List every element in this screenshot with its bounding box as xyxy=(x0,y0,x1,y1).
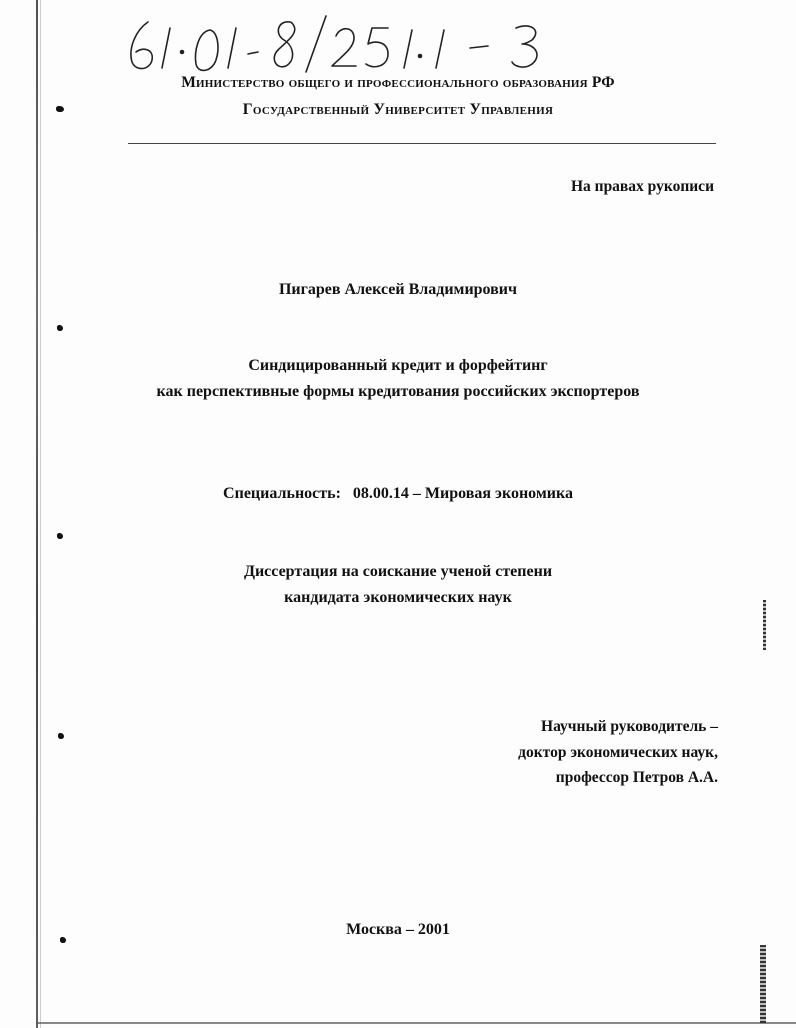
advisor-label: Научный руководитель – xyxy=(541,718,718,735)
dissertation-degree-line-1: Диссертация на соискание ученой степени xyxy=(243,563,553,580)
university-heading: Государственный Университет Управления xyxy=(242,101,554,118)
author-name: Пигарев Алексей Владимирович xyxy=(278,281,518,298)
manuscript-note: На правах рукописи xyxy=(570,178,714,195)
header-divider xyxy=(128,143,716,144)
ministry-heading: Министерство общего и профессионального образования РФ xyxy=(181,74,615,91)
scan-right-mark-bottom xyxy=(760,945,766,1023)
specialty-line: Специальность: 08.00.14 – Мировая экономика xyxy=(223,485,573,502)
scan-left-edge xyxy=(36,0,38,1028)
handwritten-registration-number xyxy=(118,8,618,80)
scan-bottom-edge xyxy=(36,1022,796,1024)
dissertation-degree-line-2: кандидата экономических наук xyxy=(284,589,512,606)
scan-right-mark-top xyxy=(763,600,766,650)
scan-speck xyxy=(58,733,64,739)
scan-speck xyxy=(57,325,63,331)
scan-speck xyxy=(57,533,63,539)
advisor-name: профессор Петров А.А. xyxy=(555,769,718,786)
thesis-title-line-2: как перспективные формы кредитования российских экспортеров xyxy=(156,383,640,400)
scan-left-edge-shadow xyxy=(40,0,41,1028)
advisor-degree: доктор экономических наук, xyxy=(518,744,718,761)
thesis-title-line-1: Синдицированный кредит и форфейтинг xyxy=(248,357,548,374)
city-year: Москва – 2001 xyxy=(346,921,450,938)
